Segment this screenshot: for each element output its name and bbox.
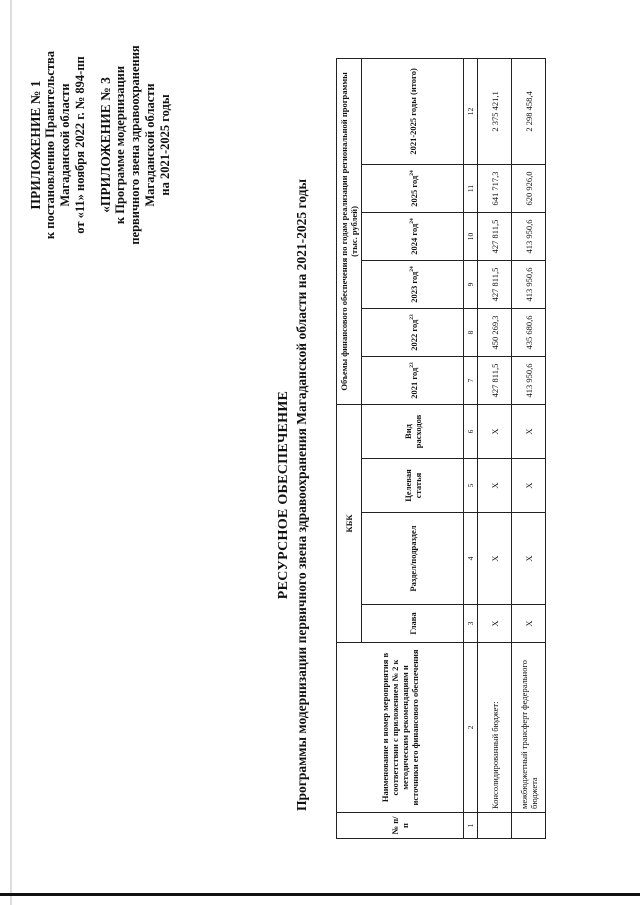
col-number: 8 [464, 308, 478, 356]
col-number: 10 [464, 212, 478, 260]
row-2022: 435 680,6 [512, 308, 546, 356]
page-bottom-rule [0, 893, 640, 896]
col-number: 7 [464, 356, 478, 404]
appendix-ref-2: Магаданской области [58, 83, 72, 207]
row-glava: Х [512, 605, 546, 643]
row-2025: 620 926,0 [512, 164, 546, 212]
row-name: межбюджетный трансферт федерального бюджета [512, 643, 546, 813]
header-kbk: КБК [337, 404, 362, 642]
appendix-header [28, 35, 173, 255]
appendix-3-ref-4: на 2021-2025 годы [158, 94, 172, 196]
appendix-date: от «11» ноября 2022 г. № 894-пп [73, 56, 87, 234]
document-title: РЕСУРСНОЕ ОБЕСПЕЧЕНИЕ [276, 390, 291, 600]
header-glava: Глава [362, 605, 464, 643]
row-vid: Х [512, 404, 546, 458]
row-num [478, 813, 512, 839]
document-title-block [276, 145, 310, 845]
col-number: 5 [464, 459, 478, 513]
column-number-row [464, 58, 478, 838]
col-number: 1 [464, 813, 478, 839]
header-celevaya: Целевая статья [362, 459, 464, 513]
col-number: 9 [464, 260, 478, 308]
row-razdel: Х [512, 513, 546, 605]
row-total: 2 298 458,4 [512, 58, 546, 164]
header-name: Наименование и номер мероприятия в соответствии с приложением № 2 к методическим рекомендациям и источники его финансового обеспечения [337, 643, 464, 813]
appendix-3-ref-1: к Программе модернизации [113, 65, 127, 225]
header-2022: 2022 год$^{23}$ [362, 308, 464, 356]
header-2023: 2023 год$^{24}$ [362, 260, 464, 308]
row-2021: 427 811,5 [478, 356, 512, 404]
table-row [478, 58, 512, 838]
row-2022: 450 269,3 [478, 308, 512, 356]
header-volumes: Объемы финансового обеспечения по годам реализации региональной программы (тыс. рублей) [337, 58, 362, 404]
col-number: 6 [464, 404, 478, 458]
row-2021: 413 950,6 [512, 356, 546, 404]
row-vid: Х [478, 404, 512, 458]
row-glava: Х [478, 605, 512, 643]
row-2024: 413 950,6 [512, 212, 546, 260]
header-2021: 2021 год$^{23}$ [362, 356, 464, 404]
header-razdel: Раздел/подраздел [362, 513, 464, 605]
resource-table [336, 58, 546, 839]
row-total: 2 375 421,1 [478, 58, 512, 164]
header-vid: Вид расходов [362, 404, 464, 458]
row-name: Консолидированный бюджет: [478, 643, 512, 813]
header-total: 2021-2025 годы (итого) [362, 58, 464, 164]
row-num [512, 813, 546, 839]
appendix-ref-1: к постановлению Правительства [43, 50, 57, 240]
appendix-number: ПРИЛОЖЕНИЕ № 1 [28, 80, 43, 210]
header-num: № п/п [337, 813, 464, 839]
col-number: 12 [464, 58, 478, 164]
col-number: 3 [464, 605, 478, 643]
row-2024: 427 811,5 [478, 212, 512, 260]
row-celevaya: Х [512, 459, 546, 513]
header-2025: 2025 год$^{24}$ [362, 164, 464, 212]
table-row [512, 58, 546, 838]
appendix-3-ref-3: Магаданской области [143, 83, 157, 207]
row-2025: 641 717,3 [478, 164, 512, 212]
col-number: 4 [464, 513, 478, 605]
header-2024: 2024 год$^{24}$ [362, 212, 464, 260]
row-razdel: Х [478, 513, 512, 605]
appendix-3-ref-2: первичного звена здравоохранения [128, 45, 142, 245]
col-number: 11 [464, 164, 478, 212]
appendix-3-label: «ПРИЛОЖЕНИЕ № 3 [98, 77, 113, 213]
row-2023: 413 950,6 [512, 260, 546, 308]
document-subtitle: Программы модернизации первичного звена здравоохранения Магаданской области на 2021-2025 годы [294, 178, 309, 812]
row-celevaya: Х [478, 459, 512, 513]
col-number: 2 [464, 643, 478, 813]
row-2023: 427 811,5 [478, 260, 512, 308]
